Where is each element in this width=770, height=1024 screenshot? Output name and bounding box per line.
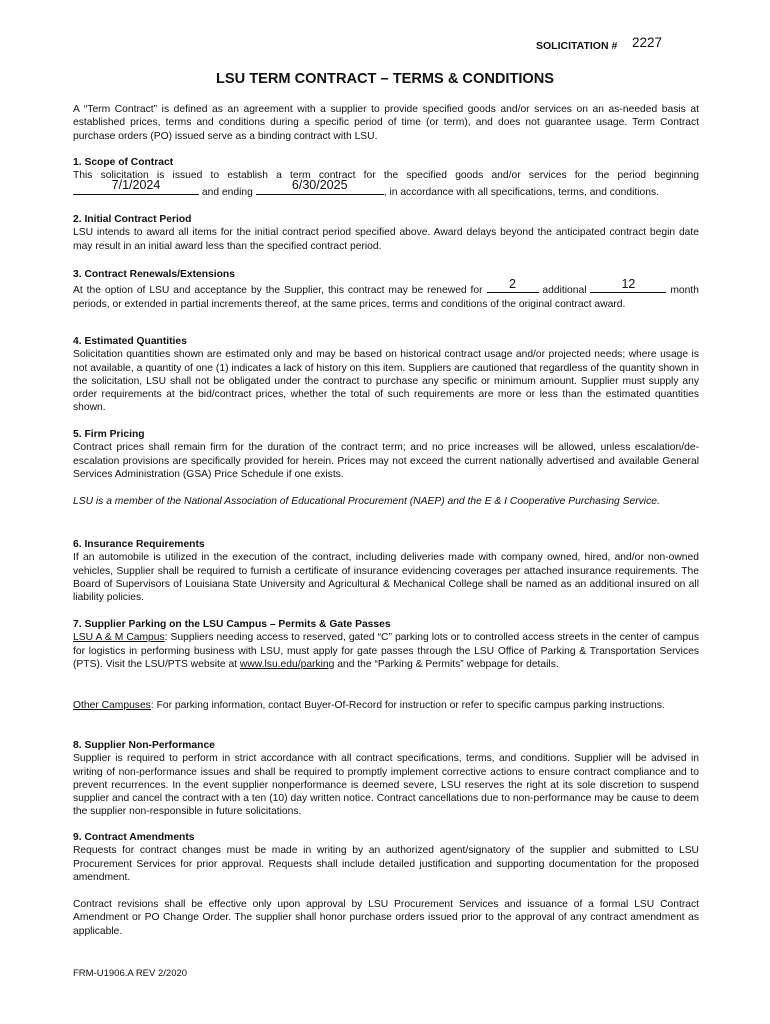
- section-heading: 4. Estimated Quantities: [73, 336, 187, 347]
- section-heading: 5. Firm Pricing: [73, 429, 145, 440]
- solicitation-label-text: SOLICITATION #: [536, 40, 618, 52]
- renewals-text-b: additional: [542, 285, 587, 297]
- start-date-value: 7/1/2024: [111, 178, 161, 193]
- section-scope: [73, 156, 699, 199]
- section-quantities: [73, 335, 699, 415]
- intro-text: A “Term Contract” is defined as an agreement with a supplier to provide specified goods and/or services on an as-needed basis at established prices, terms and conditions during a specific period of time (or term), and does not guarantee usage. Term Contract purchase orders (PO) issued serve as a binding contract with LSU.: [73, 104, 699, 142]
- parking-text-a: : Suppliers needing access to reserved, gated “C” parking lots or to controlled access streets in the center of campus for logistics in performing business with LSU, must apply for gate passes through the LSU Office of Parking & Transportation Services (PTS). Visit the LSU/PTS website at: [73, 632, 699, 670]
- parking-text: [73, 631, 699, 671]
- intro-paragraph: [73, 103, 699, 143]
- section-parking: [73, 618, 699, 671]
- scope-text-b: and ending: [201, 186, 253, 198]
- amendments-paragraph-2: [73, 898, 699, 938]
- section-initial-period: [73, 213, 699, 253]
- section-heading: 1. Scope of Contract: [73, 157, 174, 168]
- form-footer: FRM-U1906.A REV 2/2020: [73, 968, 188, 979]
- section-heading: 9. Contract Amendments: [73, 832, 195, 843]
- end-date-value: 6/30/2025: [291, 178, 348, 193]
- other-campuses-detail: : For parking information, contact Buyer-Of-Record for instruction or refer to specific campus parking instructions.: [150, 700, 665, 711]
- section-heading: 7. Supplier Parking on the LSU Campus – Permits & Gate Passes: [73, 619, 391, 630]
- section-non-performance: [73, 739, 699, 819]
- section-heading: 8. Supplier Non-Performance: [73, 740, 215, 751]
- section-firm-pricing: [73, 428, 699, 481]
- other-campuses-label: Other Campuses: [73, 700, 151, 711]
- section-insurance: [73, 538, 699, 604]
- section-text: Supplier is required to perform in strict accordance with all contract specifications, terms, and conditions. Supplier will be advised in writing of non-performance issues and shall be required to promptly implement corrective actions to ensure contract compliance and to prevent recurrences. In the event supplier nonperformance is deemed severe, LSU reserves the right at its sole discretion to suspend supplier and cancel the contract with a ten (10) day written notice. Contract cancellations due to non-performance may be cause to deem the supplier non-responsible in future solicitations.: [73, 753, 699, 818]
- campus-label: LSU A & M Campus: [73, 632, 165, 644]
- section-heading: 2. Initial Contract Period: [73, 214, 192, 225]
- section-text: Requests for contract changes must be made in writing by an authorized agent/signatory of the supplier and submitted to LSU Procurement Services for prior approval. Requests shall include detailed justification and supporting documentation for the proposed amendment.: [73, 845, 699, 883]
- section-text: Contract prices shall remain firm for the duration of the contract term; and no price increases will be allowed, unless escalation/de-escalation provisions are specifically provided for herein. Prices may not exceed the current nationally advertised and available General Services Administration (GSA) Price Schedule if one exists.: [73, 442, 699, 480]
- solicitation-number: 2227: [632, 35, 663, 50]
- section-amendments: [73, 831, 699, 884]
- renewal-months-value: 12: [621, 277, 636, 291]
- section-heading: 6. Insurance Requirements: [73, 539, 205, 550]
- naep-note-text: LSU is a member of the National Association of Educational Procurement (NAEP) and the E & I Cooperative Purchasing Service.: [73, 496, 660, 507]
- section-heading: 3. Contract Renewals/Extensions: [73, 269, 235, 280]
- end-date-field[interactable]: [256, 178, 384, 195]
- section-text: If an automobile is utilized in the execution of the contract, including deliveries made with company owned, hired, and/or non-owned vehicles, Supplier shall be required to furnish a certificate of insurance evidencing coverages per attached insurance requirements. The Board of Supervisors of Louisiana State University and Agricultural & Mechanical College shall be named as an additional insured on all liability policies.: [73, 552, 699, 604]
- page-title: LSU TERM CONTRACT – TERMS & CONDITIONS: [215, 71, 555, 87]
- scope-text: [73, 169, 699, 199]
- other-campuses-text: [73, 699, 699, 712]
- renewals-count-field[interactable]: [487, 277, 539, 293]
- section-text: Solicitation quantities shown are estimated only and may be based on historical contract usage and/or projected needs; where usage is not available, a quantity of one (1) indicates a lack of history on this item. Suppliers are cautioned that regardless of the quantity shown in the solicitation, LSU shall not be obligated under the contract to purchase any specific or minimum amount. Supplier must supply any order requirements at the bid/contract prices, whether the total of such requirements are more or less than the estimated quantities shown.: [73, 349, 699, 414]
- renewal-months-field[interactable]: [590, 277, 666, 293]
- renewals-text-c: month periods, or extended in partial increments thereof, at the same prices, terms and conditions of the original contract award.: [73, 285, 699, 310]
- renewals-count-value: 2: [509, 277, 516, 291]
- renewals-text-a: At the option of LSU and acceptance by the Supplier, this contract may be renewed for: [73, 285, 483, 297]
- scope-text-a: This solicitation is issued to establish a term contract for the specified goods and/or services for the period beginning: [73, 170, 699, 182]
- solicitation-label: [536, 35, 663, 53]
- section-text: Contract revisions shall be effective only upon approval by LSU Procurement Services and issuance of a formal LSU Contract Amendment or PO Change Order. The supplier shall honor purchase orders issued prior to the approval of any contract amendment as applicable.: [73, 899, 699, 937]
- renewals-text: [73, 277, 699, 311]
- naep-note: [73, 495, 699, 508]
- scope-text-c: , in accordance with all specifications, terms, and conditions.: [383, 186, 660, 198]
- parking-link[interactable]: www.lsu.edu/parking: [239, 658, 335, 670]
- other-campuses: [73, 699, 699, 712]
- parking-text-b: and the “Parking & Permits” webpage for details.: [337, 658, 559, 670]
- section-renewals: [73, 268, 699, 311]
- section-text: LSU intends to award all items for the initial contract period specified above. Award delays beyond the anticipated contract begin date may result in an initial award less than the specified contract period.: [73, 227, 699, 252]
- start-date-field[interactable]: [73, 178, 199, 195]
